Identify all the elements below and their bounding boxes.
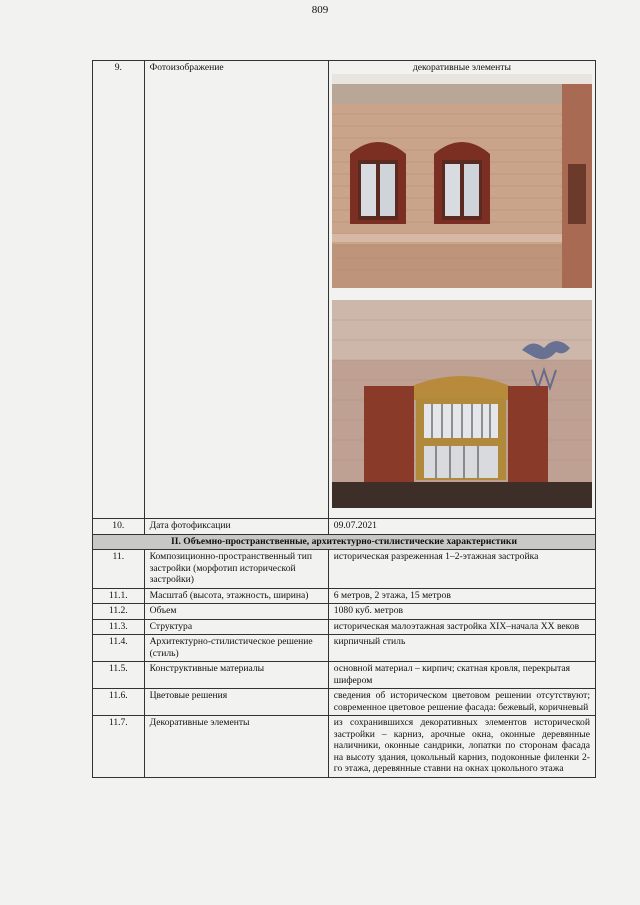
row-number: 9. bbox=[93, 61, 145, 519]
row-label: Цветовые решения bbox=[144, 689, 328, 716]
page-number: 809 bbox=[311, 4, 329, 16]
row-label: Архитектурно-стилистическое решение (стиль) bbox=[144, 635, 328, 662]
photo-cell bbox=[328, 61, 595, 519]
row-label: Масштаб (высота, этажность, ширина) bbox=[144, 588, 328, 604]
row-value: из сохранившихся декоративных элементов исторической застройки – карниз, арочные окна, оконные деревянные наличники, оконные сандрики, лопатки по сторонам фасада на высоту здания, цокольный карниз, подоконные филенки 2-го этажа, деревянные ставни на окнах цокольного этажа bbox=[328, 716, 595, 778]
table-row bbox=[93, 550, 596, 589]
table-row bbox=[93, 689, 596, 716]
table-row bbox=[93, 604, 596, 620]
row-label: Фотоизображение bbox=[144, 61, 328, 519]
table-row bbox=[93, 635, 596, 662]
photo-upper-windows bbox=[332, 74, 592, 288]
row-value: основной материал – кирпич; скатная кровля, перекрытая шифером bbox=[328, 662, 595, 689]
row-label: Композиционно-пространственный тип застройки (морфотип исторической застройки) bbox=[144, 550, 328, 589]
photo-caption: декоративные элементы bbox=[412, 62, 511, 73]
row-number: 11.5. bbox=[93, 662, 145, 689]
row-label: Объем bbox=[144, 604, 328, 620]
row-number: 11.4. bbox=[93, 635, 145, 662]
photo-ground-window bbox=[332, 300, 592, 508]
row-value: 1080 куб. метров bbox=[328, 604, 595, 620]
table-row bbox=[93, 716, 596, 778]
row-number: 10. bbox=[93, 519, 145, 535]
row-value: сведения об историческом цветовом решении отсутствуют; современное цветовое решение фасада: бежевый, коричневый bbox=[328, 689, 595, 716]
table-row bbox=[93, 588, 596, 604]
section-header-row bbox=[93, 534, 596, 550]
row-label: Конструктивные материалы bbox=[144, 662, 328, 689]
row-number: 11.3. bbox=[93, 619, 145, 635]
table-row bbox=[93, 61, 596, 519]
passport-table bbox=[92, 60, 596, 778]
row-number: 11. bbox=[93, 550, 145, 589]
row-number: 11.6. bbox=[93, 689, 145, 716]
row-value: историческая малоэтажная застройка XIX–начала XX веков bbox=[328, 619, 595, 635]
table-row bbox=[93, 519, 596, 535]
row-label: Декоративные элементы bbox=[144, 716, 328, 778]
row-value: кирпичный стиль bbox=[328, 635, 595, 662]
row-label: Структура bbox=[144, 619, 328, 635]
section-title: II. Объемно-пространственные, архитектурно-стилистические характеристики bbox=[93, 534, 596, 550]
row-value: 09.07.2021 bbox=[328, 519, 595, 535]
row-number: 11.7. bbox=[93, 716, 145, 778]
row-value: 6 метров, 2 этажа, 15 метров bbox=[328, 588, 595, 604]
row-value: историческая разреженная 1–2-этажная застройка bbox=[328, 550, 595, 589]
table-row bbox=[93, 619, 596, 635]
row-label: Дата фотофиксации bbox=[144, 519, 328, 535]
row-number: 11.1. bbox=[93, 588, 145, 604]
table-row bbox=[93, 662, 596, 689]
row-number: 11.2. bbox=[93, 604, 145, 620]
